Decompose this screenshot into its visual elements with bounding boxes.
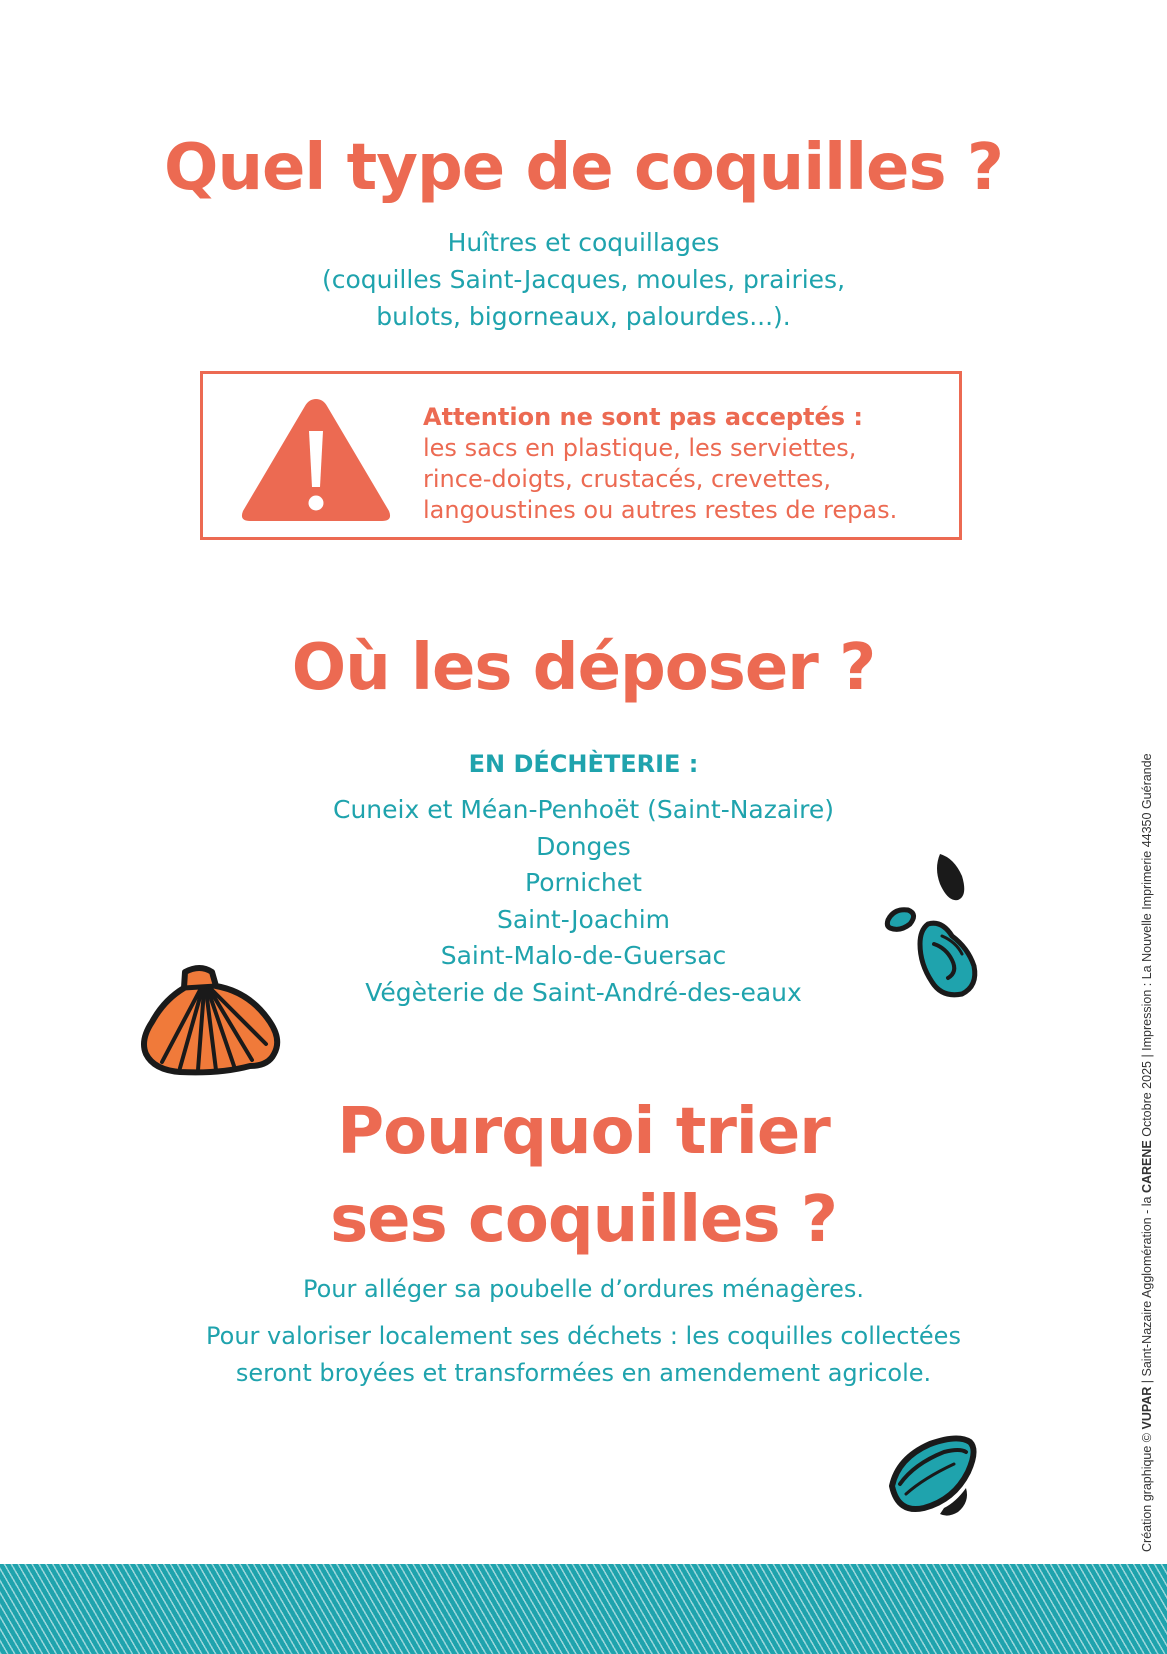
reason-line: seront broyées et transformées en amendement agricole. (235, 1359, 932, 1387)
credit-agency: VUPAR (1140, 1386, 1154, 1430)
credit-suffix: Octobre 2025 | Impression : La Nouvelle Imprimerie 44350 Guérande (1140, 753, 1154, 1141)
title-line: Pourquoi trier (337, 1095, 830, 1169)
title-shell-types: Quel type de coquilles ? (164, 131, 1003, 205)
intro-line: (coquilles Saint-Jacques, moules, prairies, (321, 265, 846, 294)
mussel-shells-icon (882, 848, 992, 1008)
title-why-sort (0, 1088, 1167, 1264)
print-credit (1140, 753, 1154, 1552)
place-item: Cuneix et Méan-Penhoët (Saint-Nazaire) (333, 795, 834, 824)
place-item: Végèterie de Saint-André-des-eaux (365, 977, 802, 1007)
reason-text: Pour alléger sa poubelle d’ordures ménagères. (303, 1275, 864, 1303)
warning-box (200, 371, 962, 540)
scallop-shell-icon (140, 962, 290, 1080)
warning-line: rince-doigts, crustacés, crevettes, (423, 465, 831, 493)
title-where-to-drop: Où les déposer ? (291, 631, 876, 705)
credit-brand: CARENE (1140, 1140, 1154, 1194)
warning-icon (237, 391, 395, 527)
intro-text (0, 224, 1167, 335)
place-item: Saint-Joachim (496, 904, 671, 934)
credit-middle: | Saint-Nazaire Agglomération - la (1140, 1193, 1154, 1387)
reason-line: Pour valoriser localement ses déchets : les coquilles collectées (206, 1322, 961, 1350)
place-item: Pornichet (525, 868, 642, 898)
footer-stripe (0, 1564, 1167, 1654)
intro-line: Huîtres et coquillages (447, 228, 720, 257)
clam-shell-icon (884, 1428, 980, 1524)
recycling-center-heading: EN DÉCHÈTERIE : (468, 750, 699, 778)
title-line: ses coquilles ? (330, 1183, 837, 1257)
reason-text (0, 1318, 1167, 1392)
warning-line: langoustines ou autres restes de repas. (423, 496, 898, 524)
warning-line: les sacs en plastique, les serviettes, (423, 434, 857, 462)
intro-line: bulots, bigorneaux, palourdes...). (376, 302, 791, 331)
place-item: Saint-Malo-de-Guersac (440, 941, 727, 971)
warning-text (423, 402, 953, 526)
place-item: Donges (536, 831, 631, 861)
credit-prefix: Création graphique © (1140, 1429, 1154, 1552)
warning-title: Attention ne sont pas acceptés : (423, 403, 864, 431)
